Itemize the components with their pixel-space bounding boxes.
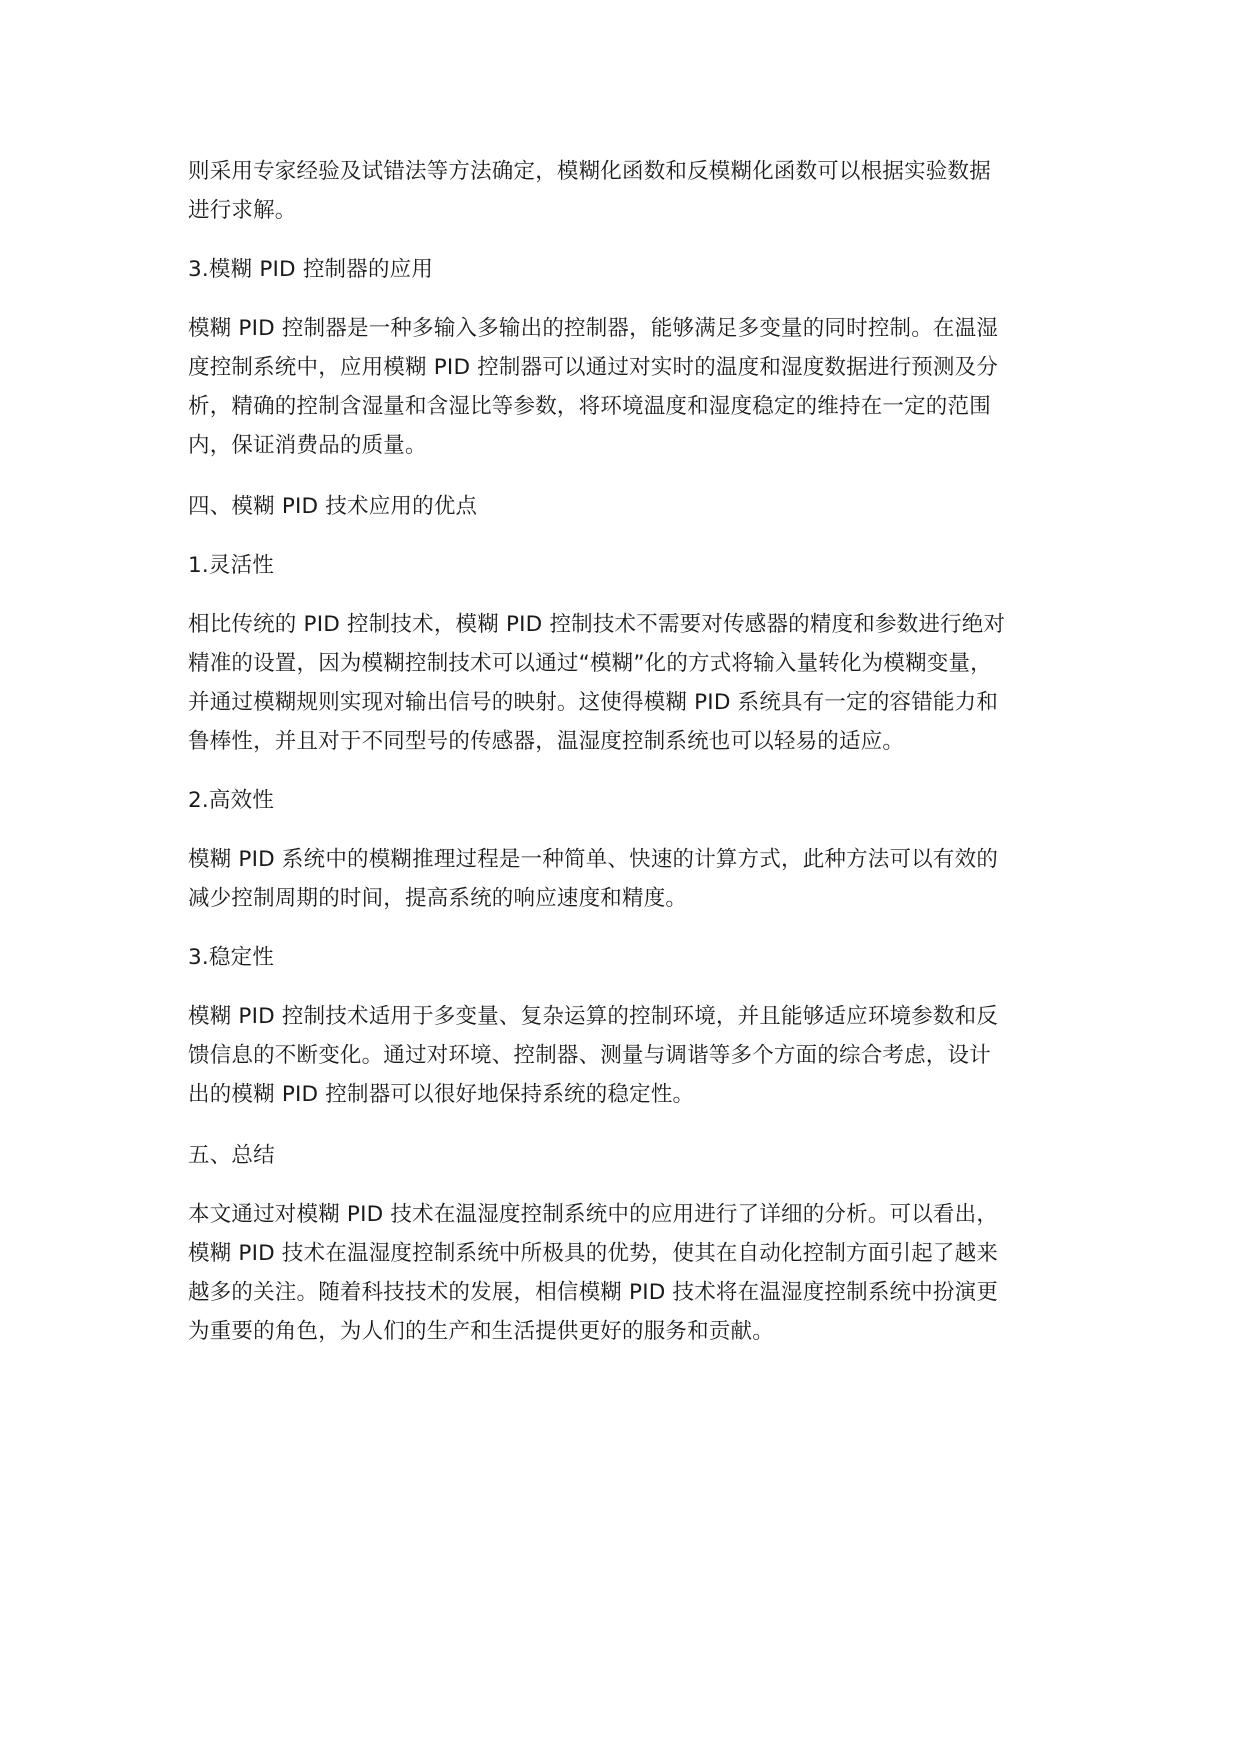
text-line: 模糊 PID 控制技术适用于多变量、复杂运算的控制环境，并且能够适应环境参数和反 <box>188 1004 999 1029</box>
paragraph-stability <box>188 997 1083 1114</box>
text-line: 并通过模糊规则实现对输出信号的映射。这使得模糊 PID 系统具有一定的容错能力和 <box>188 690 999 715</box>
text-line: 模糊 PID 控制器是一种多输入多输出的控制器，能够满足多变量的同时控制。在温湿 <box>188 316 999 341</box>
heading-text: 3.模糊 PID 控制器的应用 <box>188 257 434 282</box>
paragraph-efficiency <box>188 840 1083 918</box>
heading-text: 3.稳定性 <box>188 945 275 970</box>
heading-text: 2.高效性 <box>188 788 275 813</box>
text-line: 为重要的角色，为人们的生产和生活提供更好的服务和贡献。 <box>188 1319 774 1344</box>
text-line: 减少控制周期的时间，提高系统的响应速度和精度。 <box>188 886 688 911</box>
section-heading-advantages <box>188 487 1083 526</box>
heading-text: 四、模糊 PID 技术应用的优点 <box>188 494 478 519</box>
heading-stability <box>188 938 1083 977</box>
section-heading-summary <box>188 1136 1083 1175</box>
heading-fuzzy-pid-application <box>188 250 1083 289</box>
text-line: 则采用专家经验及试错法等方法确定，模糊化函数和反模糊化函数可以根据实验数据 <box>188 159 991 184</box>
text-line: 越多的关注。随着科技技术的发展，相信模糊 PID 技术将在温湿度控制系统中扮演更 <box>188 1280 999 1305</box>
text-line: 相比传统的 PID 控制技术，模糊 PID 控制技术不需要对传感器的精度和参数进行绝对 <box>188 612 1006 637</box>
text-line: 进行求解。 <box>188 198 297 223</box>
heading-flexibility <box>188 546 1083 585</box>
paragraph-summary <box>188 1195 1083 1351</box>
text-line: 模糊 PID 系统中的模糊推理过程是一种简单、快速的计算方式，此种方法可以有效的 <box>188 847 999 872</box>
text-line: 鲁棒性，并且对于不同型号的传感器，温湿度控制系统也可以轻易的适应。 <box>188 729 905 754</box>
text-line: 度控制系统中，应用模糊 PID 控制器可以通过对实时的温度和湿度数据进行预测及分 <box>188 355 999 380</box>
heading-text: 五、总结 <box>188 1143 275 1168</box>
document-page <box>188 152 1083 1351</box>
paragraph-flexibility <box>188 605 1083 761</box>
text-line: 析，精确的控制含湿量和含湿比等参数，将环境温度和湿度稳定的维持在一定的范围 <box>188 394 991 419</box>
text-line: 出的模糊 PID 控制器可以很好地保持系统的稳定性。 <box>188 1082 695 1107</box>
paragraph-methods-tail <box>188 152 1083 230</box>
paragraph-fuzzy-pid-application <box>188 309 1083 465</box>
text-line: 精准的设置，因为模糊控制技术可以通过“模糊”化的方式将输入量转化为模糊变量， <box>188 651 992 676</box>
text-line: 内，保证消费品的质量。 <box>188 433 427 458</box>
text-line: 本文通过对模糊 PID 技术在温湿度控制系统中的应用进行了详细的分析。可以看出， <box>188 1202 999 1227</box>
text-line: 模糊 PID 技术在温湿度控制系统中所极具的优势，使其在自动化控制方面引起了越来 <box>188 1241 999 1266</box>
text-line: 馈信息的不断变化。通过对环境、控制器、测量与调谐等多个方面的综合考虑，设计 <box>188 1043 991 1068</box>
heading-text: 1.灵活性 <box>188 553 275 578</box>
heading-efficiency <box>188 781 1083 820</box>
